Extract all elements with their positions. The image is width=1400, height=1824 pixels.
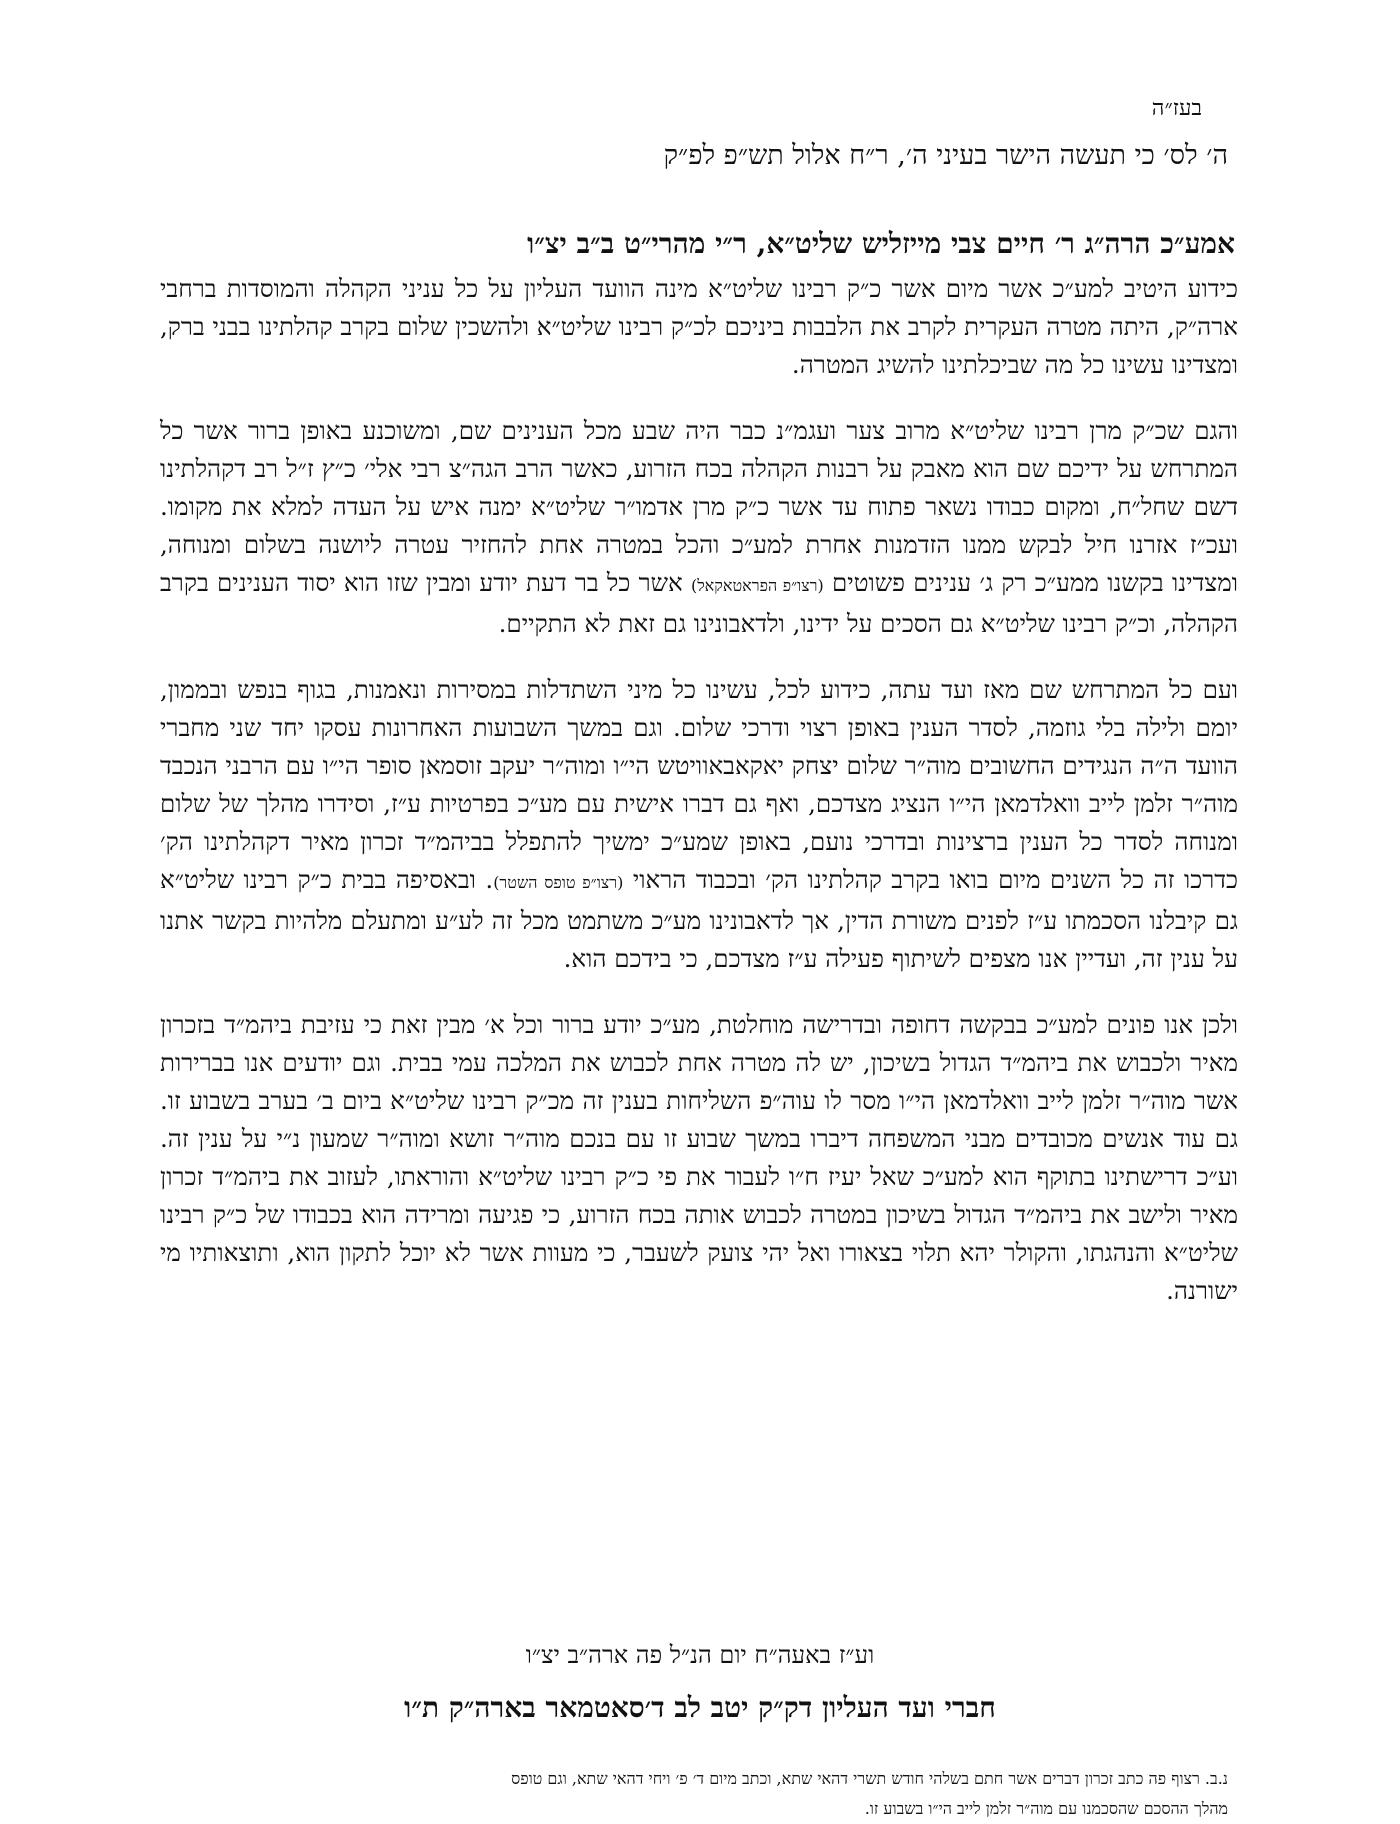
postscript	[168, 1764, 1228, 1824]
paragraph-2-text-b: אשר כל בר דעת יודע ומבין שזו הוא יסוד הענינים בקרב הקהלה, וכ״ק רבינו שליט״א גם הסכים על ידינו, ולדאבונינו גם זאת לא התקיים.	[160, 568, 1238, 638]
paragraph-2-note: (רצו״פ הפראטאקאל)	[690, 576, 824, 595]
postscript-line-1: נ.ב. רצוף פה כתב זכרון דברים אשר חתם בשלהי חודש תשרי דהאי שתא, וכתב מיום ד׳ פ׳ ויחי דהאי שתא, וגם טופס	[511, 1769, 1228, 1788]
paragraph-3-text-a: ועם כל המתרחש שם מאז ועד עתה, כידוע לכל, עשינו כל מיני השתדלות במסירות ונאמנות, בגוף בנפש ובממון, יומם ולילה בלי גוזמה, לסדר הענין באופן רצוי ודרכי שלום. וגם במשך השבועות האחרונות עסקו יחד שני מחברי הוועד ה״ה הנגידים החשובים מוה״ר שלום יצחק יאקאבאוויטש הי״ו ומוה״ר יעקב זוסמאן סופר הי״ו עם הרבני הנכבד מוה״ר זלמן לייב וואלדמאן הי״ו הנציג מצדכם, ואף גם דברו אישית עם מע״כ בפרטיות ע״ז, וסידרו מהלך של שלום ומנוחה לסדר כל הענין ברצינות ובדרכי נועם, באופן שמע״כ ימשיך להתפלל בביהמ״ד זכרון מאיר דקהלתינו הק׳ כדרכו זה כל השנים מיום בואו בקרב קהלתינו הק׳ ובכבוד הראוי	[160, 675, 1239, 894]
heading-mark: בעז״ה	[1151, 96, 1202, 121]
postscript-line-2: מהלך ההסכם שהסכמנו עם מוה״ר זלמן לייב הי״ו בשבוע זו.	[864, 1799, 1228, 1818]
paragraph-2	[160, 412, 1238, 643]
paragraph-1	[160, 270, 1238, 384]
paragraph-3	[160, 671, 1238, 978]
date-line: ה׳ לס׳ כי תעשה הישר בעיני ה׳, ר״ח אלול תש״פ לפ״ק	[663, 140, 1228, 171]
paragraph-4-text: ולכן אנו פונים למע״כ בבקשה דחופה ובדרישה מוחלטת, מע״כ יודע ברור וכל א׳ מבין זאת כי עזיבת ביהמ״ד בזכרון מאיר ולכבוש את ביהמ״ד הגדול בשיכון, יש לה מטרה אחת לכבוש את המלכה עמי בבית. וגם יודעים אנו בברירות אשר מוה״ר זלמן לייב וואלדמאן הי״ו מסר לו עוה״פ השליחות בענין זה מכ״ק רבינו שליט״א ביום ב׳ בערב בשבוע זו. גם עוד אנשים מכובדים מבני המשפחה דיברו במשך שבוע זו עם בנכם מוה״ר זושא ומוה״ר שמעון נ״י על ענין זה. וע״כ דרישתינו בתוקף הוא למע״כ שאל יעיז ח״ו לעבור את פי כ״ק רבינו שליט״א והוראתו, לעזוב את ביהמ״ד זכרון מאיר ולישב את ביהמ״ד הגדול בשיכון במטרה לכבוש אותה בכח הזרוע, כי פגיעה ומרידה הוא בכבודו של כ״ק רבינו שליט״א והנהגתו, והקולר יהא תלוי בצאורו ואל יהי צועק לשעבר, כי מעוות אשר לא יוכל לתקון הוא, ותוצאותיו מי ישורנה.	[160, 1010, 1238, 1305]
paragraph-1-text: כידוע היטיב למע״כ אשר מיום אשר כ״ק רבינו שליט״א מינה הוועד העליון על כל עניני הקהלה והמוסדות ברחבי ארה״ק, היתה מטרה העקרית לקרב את הלבבות ביניכם לכ״ק רבינו שליט״א ולהשכין שלום בקרב קהלתינו בבני ברק, ומצדינו עשינו כל מה שביכלתינו להשיג המטרה.	[160, 274, 1238, 379]
paragraph-2-text-a: והגם שכ״ק מרן רבינו שליט״א מרוב צער ועגמ״נ כבר היה שבע מכל הענינים שם, ומשוכנע באופן ברור אשר כל המתרחש על ידיכם שם הוא מאבק על רבנות הקהלה בכח הזרוע, כאשר הרב הגה״צ רבי אלי׳ כ״ץ ז״ל רב דקהלתינו דשם שחל״ח, ומקום כבודו נשאר פתוח עד אשר כ״ק מרן אדמו״ר שליט״א ימנה איש על העדה למלא את מקומו. ועכ״ז אזרנו חיל לבקש ממנו הזדמנות אחרת למע״כ והכל במטרה אחת להחזיר עטרה ליושנה בשלום ומנוחה, ומצדינו בקשנו ממע״כ רק ג׳ ענינים פשוטים	[160, 416, 1239, 597]
signature-line: חברי ועד העליון דק״ק יטב לב ד׳סאטמאר בארה״ק ת״ו	[404, 1691, 996, 1724]
addressee-line: אמע״כ הרה״ג ר׳ חיים צבי מייזליש שליט״א, ר״י מהרי״ט ב״ב יצ״ו	[527, 227, 1235, 260]
paragraph-3-note: (רצו״פ טופס השטר)	[493, 873, 624, 892]
closing-line: וע״ז באעה״ח יום הנ״ל פה ארה״ב יצ״ו	[525, 1641, 875, 1669]
paragraph-3-text-b: . ובאסיפה בבית כ״ק רבינו שליט״א גם קיבלנו הסכמתו ע״ז לפנים משורת הדין, אך לדאבונינו מע״כ משתמט מכל זה לע״ע ומתעלם מלהיות בקשר אתנו על ענין זה, ועדיין אנו מצפים לשיתוף פעילה ע״ז מצדכם, כי בידכם הוא.	[160, 865, 1238, 973]
paragraph-4	[160, 1006, 1238, 1310]
letter-body	[160, 270, 1238, 1310]
